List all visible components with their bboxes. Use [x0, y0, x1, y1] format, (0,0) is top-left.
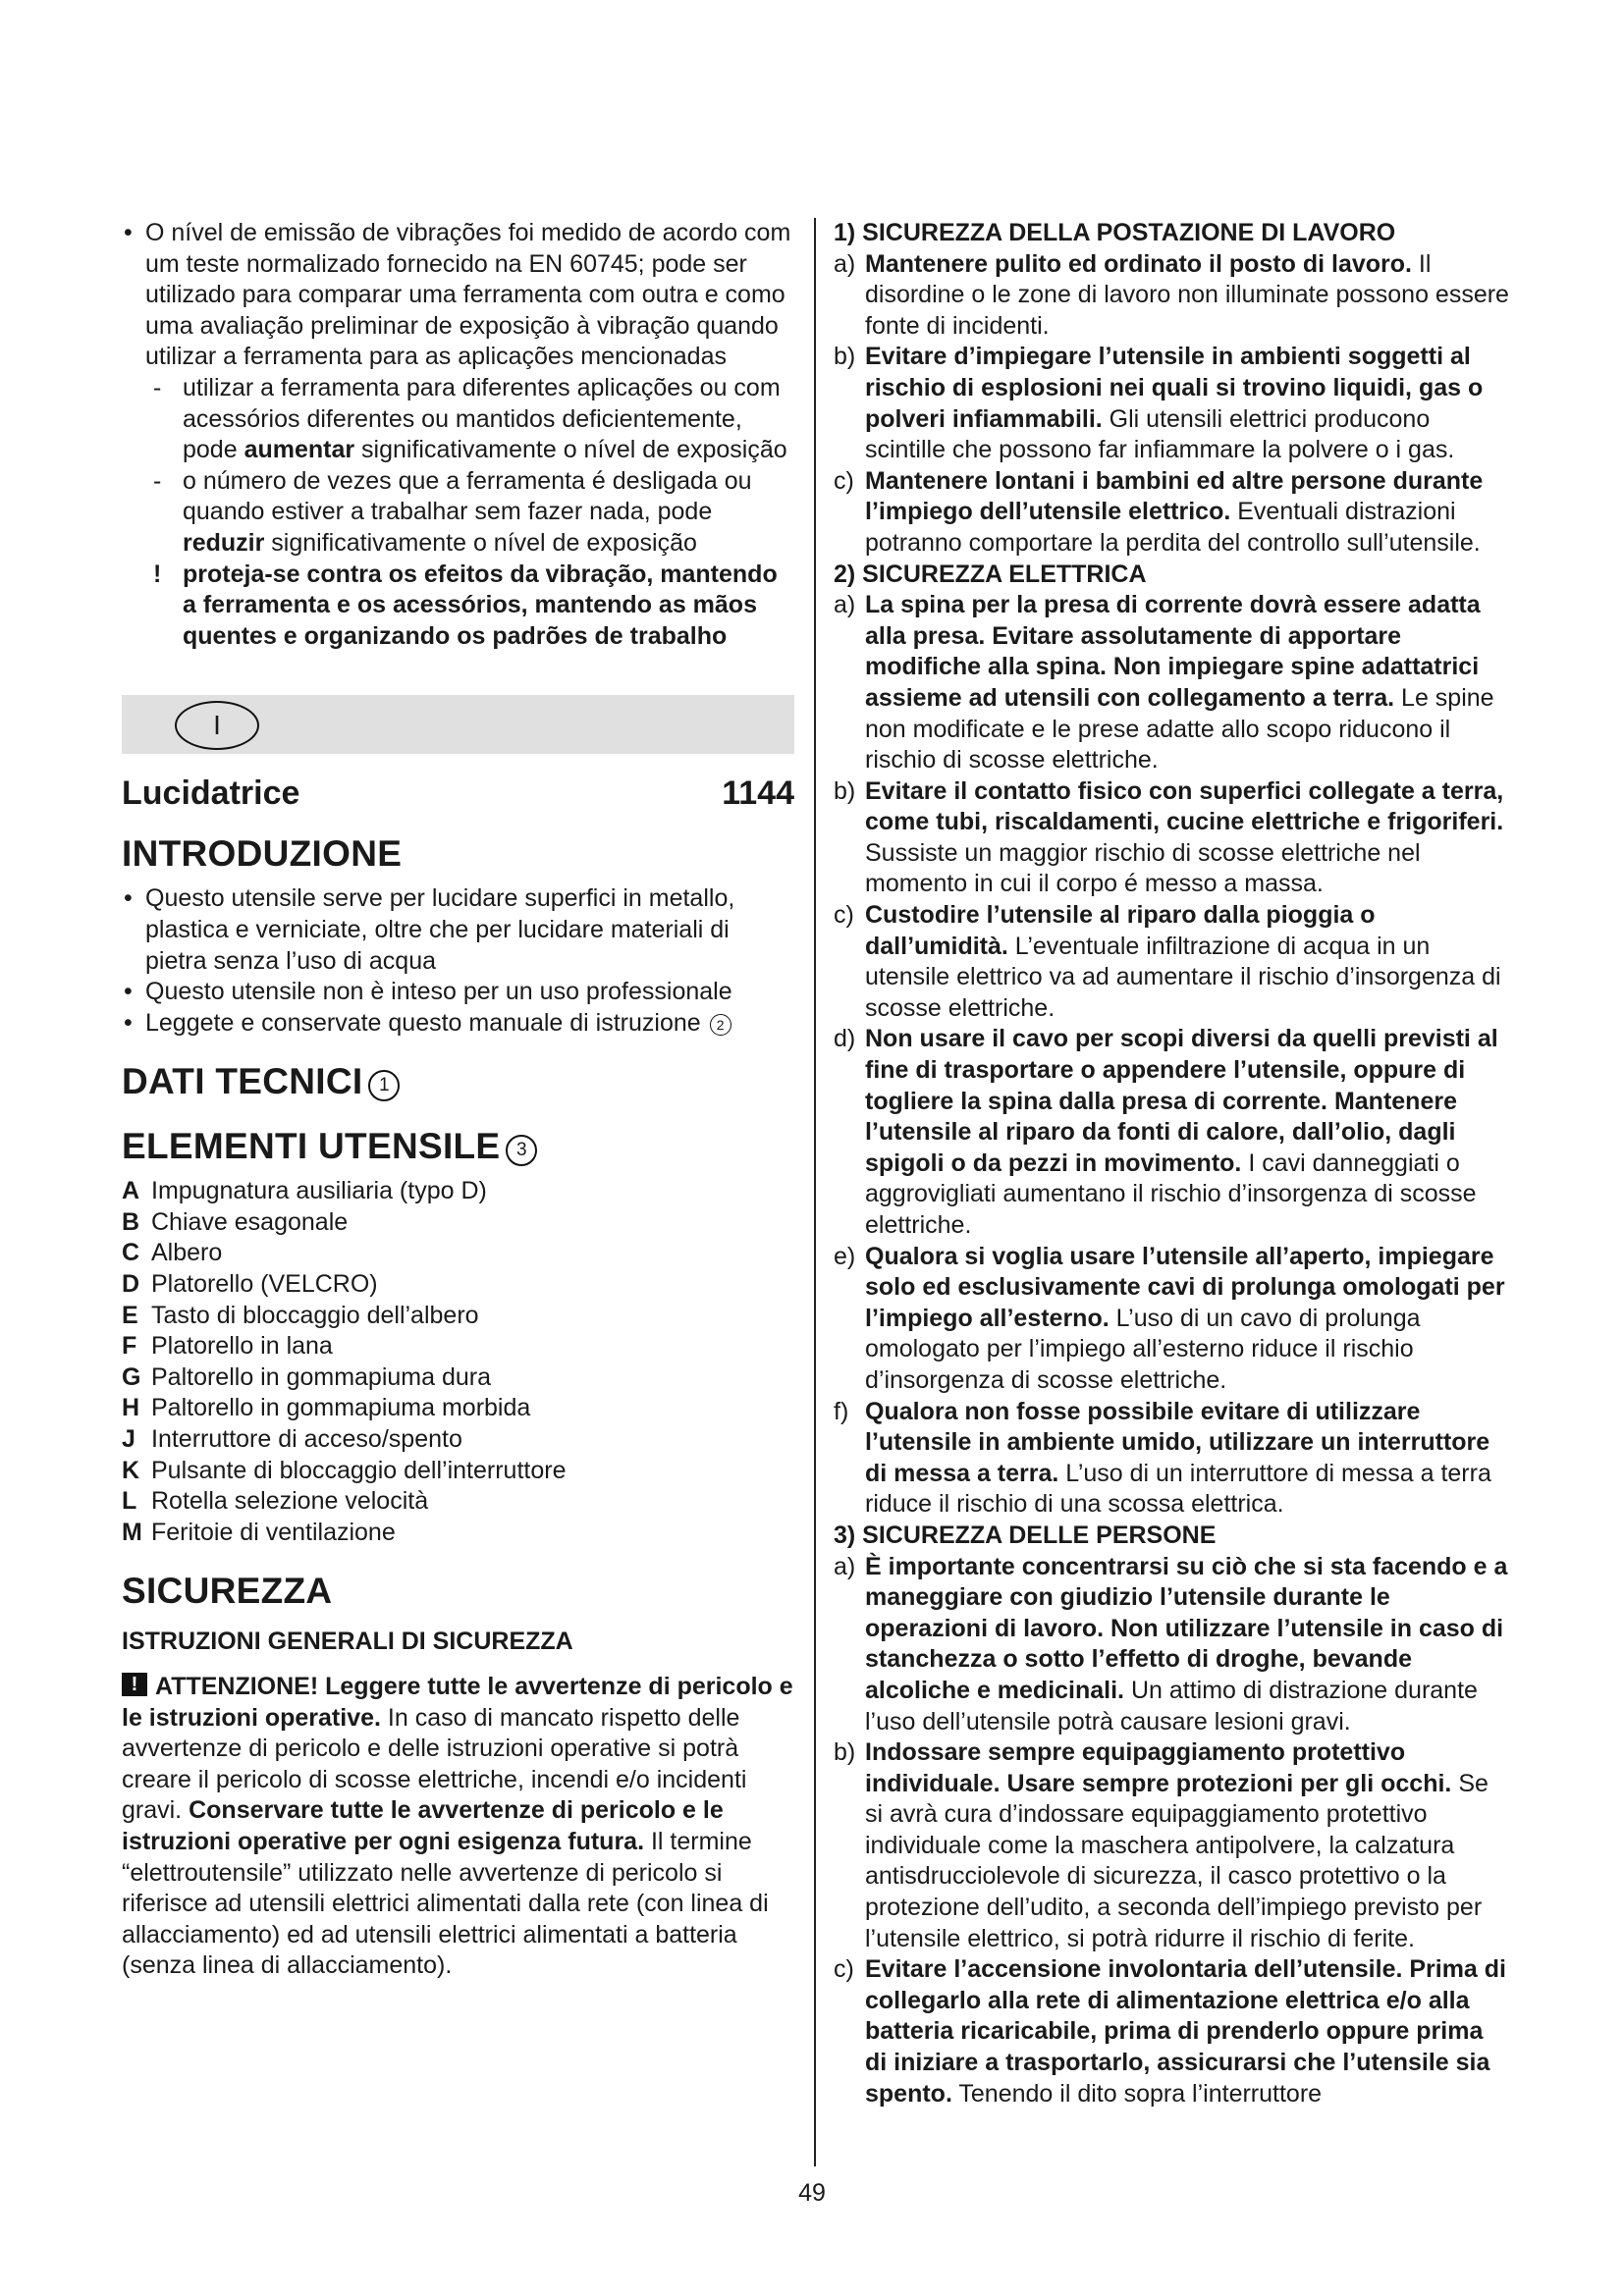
vibration-bullet: • O nível de emissão de vibrações foi medido de acordo com um teste normalizado fornecido na EN 60745; pode ser utilizado para comparar uma ferramenta com outra e como uma avaliação preliminar de exposição à vibração quando utilizar a ferramenta para as aplicações mencionadas — [122, 218, 794, 373]
left-column — [122, 218, 794, 1982]
elements-heading: ELEMENTI UTENSILE 3 — [122, 1125, 794, 1168]
vibration-dash-item: - utilizar a ferramenta para diferentes aplicações ou com acessórios diferentes ou mantidos deficientemente, pode aumentar significativamente o nível de exposição — [122, 373, 794, 466]
elements-list — [122, 1176, 794, 1548]
element-item: K Pulsante di bloccaggio dell’interruttore — [122, 1456, 567, 1484]
safety-subheading: ISTRUZIONI GENERALI DI SICUREZZA — [122, 1628, 573, 1656]
element-item: B Chiave esagonale — [122, 1207, 349, 1236]
product-header — [122, 774, 794, 813]
safety-item: b) Evitare d’impiegare l’utensile in ambienti soggetti al rischio di esplosioni nei quali si trovino liquidi, gas o polveri infiammabili. Gli utensili elettrici producono scintille che possono far infiammare la polvere o i gas. — [834, 343, 1484, 464]
safety-heading: SICUREZZA — [122, 1571, 333, 1612]
element-item: L Rotella selezione velocità — [122, 1487, 429, 1516]
safety-item: e) Qualora si voglia usare l’utensile all’aperto, impiegare solo ed esclusivamente cavi di prolunga omologati per l’impiego all’esterno. L’uso di un cavo di prolunga omologato per l’impiego all’esterno riduce il rischio d’insorgenza di scosse elettriche. — [834, 1242, 1505, 1394]
safety-item: a) È importante concentrarsi su ciò che si sta facendo e a maneggiare con giudizio l’utensile durante le operazioni di lavoro. Non utilizzare l’utensile in caso di stanchezza o sotto l’effetto di droghe, bevande alcoliche e medicinali. Un attimo di distrazione durante l’uso dell’utensile potrà causare lesioni gravi. — [834, 1552, 1508, 1735]
section-heading-electrical: 2) SICUREZZA ELETTRICA — [834, 560, 1147, 588]
exclamation-mark: ! — [153, 560, 162, 588]
safety-item: a) Mantenere pulito ed ordinato il posto di lavoro. Il disordine o le zone di lavoro non illuminate possono essere fonte di incidenti. — [834, 249, 1509, 340]
safety-item: b) Indossare sempre equipaggiamento protettivo individuale. Usare sempre protezioni per gli occhi. Se si avrà cura d’indossare equipaggiamento protettivo individuale come la maschera antipolvere, la calzatura antisdrucciolevole di sicurezza, il casco protettivo o la protezione dell’udito, a seconda dell’impiego previsto per l’utensile elettrico, si potrà ridurre il rischio di ferite. — [834, 1738, 1489, 1952]
safety-item: c) Mantenere lontani i bambini ed altre persone durante l’impiego dell’utensile elettrico. Eventuali distrazioni potranno comportare la perdita del controllo sull’utensile. — [834, 466, 1484, 557]
figure-ref-badge: 2 — [710, 1014, 731, 1036]
element-item: F Platorello in lana — [122, 1332, 333, 1361]
element-item: D Platorello (VELCRO) — [122, 1270, 378, 1299]
tech-data-heading: DATI TECNICI 1 — [122, 1060, 794, 1103]
element-item: C Albero — [122, 1239, 223, 1267]
intro-item: • Questo utensile serve per lucidare superfici in metallo, plastica e verniciate, oltre che per lucidare materiali di pietra senza l’uso di acqua — [122, 883, 794, 977]
product-name: Lucidatrice — [122, 774, 300, 813]
element-item: A Impugnatura ausiliaria (typo D) — [122, 1177, 487, 1205]
language-band — [122, 695, 794, 754]
safety-item: c) Custodire l’utensile al riparo dalla pioggia o dall’umidità. L’eventuale infiltrazione di acqua in un utensile elettrico va ad aumentare il rischio d’insorgenza di scosse elettriche. — [834, 901, 1501, 1022]
element-item: J Interruttore di acceso/spento — [122, 1425, 462, 1454]
page-number: 49 — [798, 2179, 826, 2207]
safety-item: c) Evitare l’accensione involontaria dell’utensile. Prima di collegarlo alla rete di alimentazione elettrica e/o alla batteria ricaricabile, prima di prenderlo oppure prima di iniziare a trasportarlo, assicurarsi che l’utensile sia spento. Tenendo il dito sopra l’interruttore — [834, 1955, 1507, 2108]
language-code-badge: I — [175, 701, 259, 750]
section-heading-personal: 3) SICUREZZA DELLE PERSONE — [834, 1521, 1217, 1549]
figure-ref-badge: 3 — [506, 1135, 537, 1166]
safety-item: a) La spina per la presa di corrente dovrà essere adatta alla presa. Evitare assolutamente di apportare modifiche alla spina. Non impiegare spine adattatrici assieme ad utensili con collegamento a terra. Le spine non modificate e le prese adatte allo scopo riducono il rischio di scosse elettriche. — [834, 591, 1494, 774]
section-heading-work-area: 1) SICUREZZA DELLA POSTAZIONE DI LAVORO — [834, 219, 1396, 246]
intro-item: • Leggete e conservate questo manuale di istruzione 2 — [122, 1008, 794, 1040]
safety-item: f) Qualora non fosse possibile evitare di utilizzare l’utensile in ambiente umido, utilizzare un interruttore di messa a terra. L’uso di un interruttore di messa a terra riduce il rischio di una scossa elettrica. — [834, 1397, 1491, 1519]
column-divider — [814, 218, 816, 2166]
warning-triangle-icon — [122, 1673, 147, 1696]
element-item: E Tasto di bloccaggio dell’albero — [122, 1301, 479, 1329]
right-column — [834, 218, 1511, 2109]
vibration-dash-item: - o número de vezes que a ferramenta é desligada ou quando estiver a trabalhar sem fazer nada, pode reduzir significativamente o nível de exposição — [122, 466, 794, 560]
intro-item: • Questo utensile non è inteso per un uso professionale — [122, 977, 794, 1008]
element-item: H Paltorello in gommapiuma morbida — [122, 1394, 531, 1422]
safety-item: b) Evitare il contatto fisico con superfici collegate a terra, come tubi, riscaldamenti, cucine elettriche e frigoriferi. Sussiste un maggior rischio di scosse elettriche nel momento in cui il corpo é messo a massa. — [834, 776, 1504, 898]
figure-ref-badge: 1 — [368, 1070, 400, 1101]
intro-heading: INTRODUZIONE — [122, 833, 403, 875]
safety-item: d) Non usare il cavo per scopi diversi da quelli previsti al fine di trasportare o appendere l’utensile, oppure di togliere la spina dalla presa di corrente. Mantenere l’utensile al riparo da fonti di calore, dall’olio, dagli spigoli o da pezzi in movimento. I cavi danneggiati o aggrovigliati aumentano il rischio d’insorgenza di scosse elettriche. — [834, 1025, 1498, 1239]
attention-paragraph: !ATTENZIONE! Leggere tutte le avvertenze di pericolo e le istruzioni operative. In caso di mancato rispetto delle avvertenze di pericolo e delle istruzioni operative si potrà creare il pericolo di scosse elettriche, incendi e/o incidenti gravi. Conservare tutte le avvertenze di pericolo e le istruzioni operative per ogni esigenza futura. Il termine “elettroutensile” utilizzato nelle avvertenze di pericolo si riferisce ad utensili elettrici alimentati dalla rete (con linea di allacciamento) ed ad utensili elettrici alimentati a batteria (senza linea di allacciamento). — [122, 1672, 794, 1982]
vibration-warning: ! proteja-se contra os efeitos da vibração, mantendo a ferramenta e os acessórios, mantendo as mãos quentes e organizando os padrões de trabalho — [153, 560, 778, 650]
element-item: M Feritoie di ventilazione — [122, 1518, 396, 1546]
product-code: 1144 — [722, 774, 794, 813]
element-item: G Paltorello in gommapiuma dura — [122, 1362, 492, 1391]
